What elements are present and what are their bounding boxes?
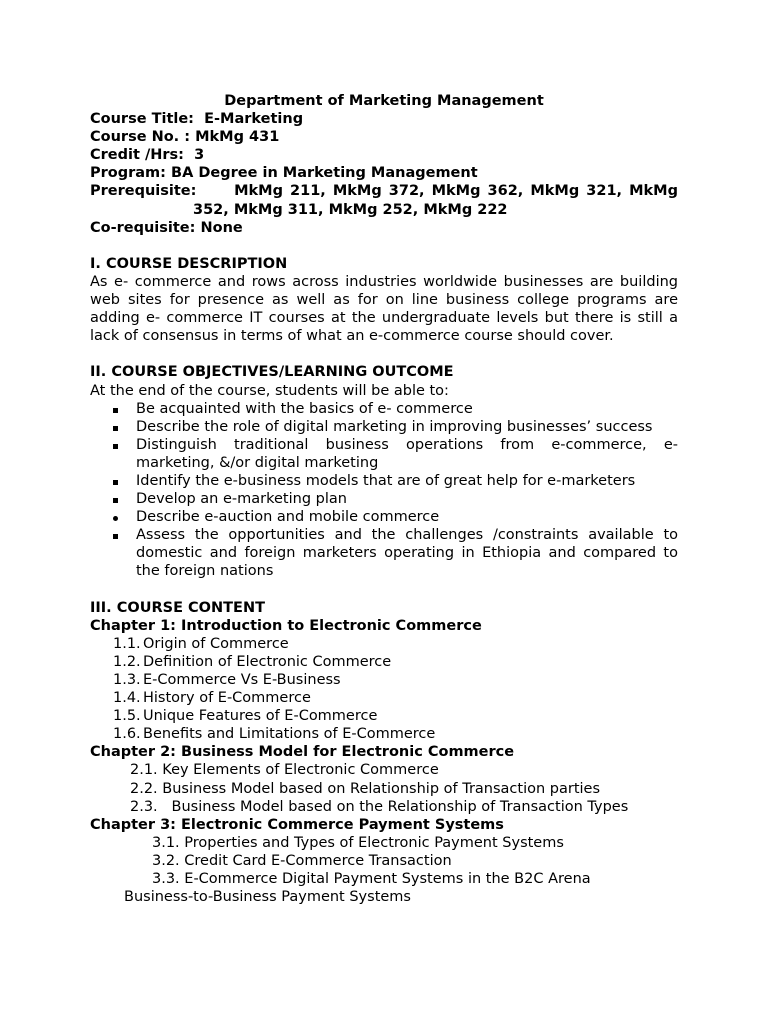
- prerequisite-row: [90, 182, 678, 218]
- course-title-row: [90, 110, 678, 128]
- toc-item: 3.1. Properties and Types of Electronic Payment Systems: [152, 834, 564, 851]
- department-heading: Department of Marketing Management: [224, 93, 544, 109]
- toc-item: 1.6. Benefits and Limitations of E-Commerce: [113, 726, 436, 743]
- corequisite-row: [90, 219, 678, 237]
- square-bullet-icon: [113, 480, 118, 485]
- corequisite-value: None: [200, 219, 243, 236]
- square-bullet-icon: [113, 408, 118, 413]
- toc-item: Business-to-Business Payment Systems: [124, 889, 411, 906]
- toc-item: 1.5. Unique Features of E-Commerce: [113, 708, 378, 725]
- chapter-2-title: Chapter 2: Business Model for Electronic Commerce: [90, 744, 515, 761]
- syllabus-content: [90, 92, 678, 906]
- toc-item: 3.2. Credit Card E-Commerce Transaction: [152, 852, 452, 869]
- square-bullet-icon: [113, 498, 118, 503]
- course-content-heading: III. COURSE CONTENT: [90, 599, 265, 616]
- toc-item: 2.2. Business Model based on Relationship of Transaction parties: [130, 780, 601, 797]
- course-no-label: Course No. :: [90, 129, 191, 146]
- course-description-text: As e- commerce and rows across industries worldwide businesses are building web sites for presence as well as for on line business college programs are adding e- commerce IT courses at the undergraduate levels but there is still a lack of consensus in terms of what an e-commerce course should cover.: [90, 273, 678, 345]
- square-bullet-icon: [113, 534, 118, 539]
- toc-item: 1.4. History of E-Commerce: [113, 690, 311, 707]
- course-title-label: Course Title:: [90, 111, 194, 128]
- course-no-row: [90, 128, 678, 146]
- credit-label: Credit /Hrs:: [90, 147, 184, 164]
- list-item: Describe the role of digital marketing in improving businesses’ success: [90, 418, 678, 436]
- toc-item: 1.3. E-Commerce Vs E-Business: [113, 672, 341, 688]
- prerequisite-line-2: 352, MkMg 311, MkMg 252, MkMg 222: [193, 201, 508, 218]
- credit-row: [90, 146, 678, 164]
- round-bullet-icon: [113, 516, 118, 521]
- prerequisite-label: Prerequisite:: [90, 183, 197, 200]
- program-row: [90, 164, 678, 182]
- toc-item: 2.1. Key Elements of Electronic Commerce: [130, 762, 439, 779]
- course-description-heading: I. COURSE DESCRIPTION: [90, 255, 288, 272]
- prerequisite-line-1: MkMg 211, MkMg 372, MkMg 362, MkMg 321, MkMg: [234, 183, 678, 200]
- toc-item: 2.3. Business Model based on the Relationship of Transaction Types: [130, 798, 629, 815]
- square-bullet-icon: [113, 426, 118, 431]
- toc-item: 3.3. E-Commerce Digital Payment Systems in the B2C Arena: [152, 871, 591, 888]
- toc-item: 1.1. Origin of Commerce: [113, 635, 289, 652]
- corequisite-label: Co-requisite:: [90, 219, 196, 236]
- list-item: Assess the opportunities and the challenges /constraints available to domestic and foreign marketers operating in Ethiopia and compared to the foreign nations: [90, 526, 678, 580]
- list-item: Describe e-auction and mobile commerce: [90, 508, 678, 526]
- credit-value: 3: [194, 147, 205, 164]
- chapter-1-title: Chapter 1: Introduction to Electronic Commerce: [90, 617, 482, 634]
- objectives-intro: At the end of the course, students will be able to:: [90, 382, 449, 399]
- objectives-heading: II. COURSE OBJECTIVES/LEARNING OUTCOME: [90, 364, 454, 381]
- toc-item: 1.2. Definition of Electronic Commerce: [113, 653, 392, 670]
- program-label: Program:: [90, 165, 166, 182]
- list-item: Identify the e-business models that are of great help for e-marketers: [90, 472, 678, 490]
- list-item: Distinguish traditional business operations from e-commerce, e-marketing, &/or digital marketing: [90, 436, 678, 472]
- program-value: BA Degree in Marketing Management: [171, 165, 478, 182]
- square-bullet-icon: [113, 444, 118, 449]
- chapter-3-title: Chapter 3: Electronic Commerce Payment Systems: [90, 816, 504, 833]
- course-no-value: MkMg 431: [195, 129, 280, 146]
- list-item: Be acquainted with the basics of e- commerce: [90, 400, 678, 418]
- course-title-value: E-Marketing: [204, 111, 304, 128]
- objectives-list: [90, 400, 678, 581]
- list-item: Develop an e-marketing plan: [90, 490, 678, 508]
